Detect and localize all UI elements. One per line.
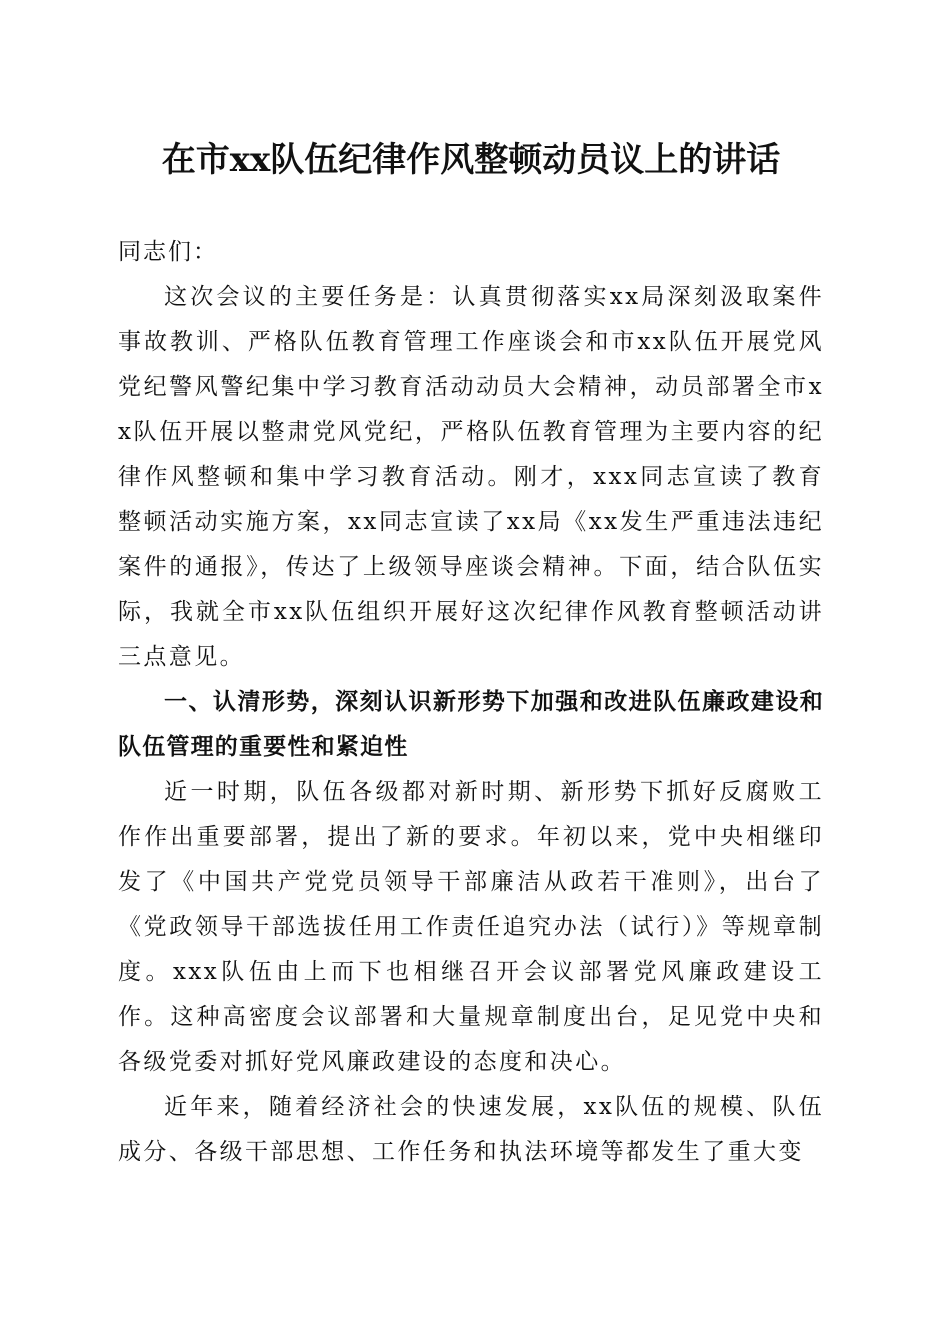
greeting: 同志们：	[118, 239, 218, 265]
section-heading: 一、认清形势，深刻认识新形势下加强和改进队伍廉政建设和队伍管理的重要性和紧迫性	[118, 689, 824, 760]
paragraph-section-1: 近一时期，队伍各级都对新时期、新形势下抓好反腐败工作作出重要部署，提出了新的要求。年初以来，党中央相继印发了《中国共产党党员领导干部廉洁从政若干准则》，出台了《党政领导干部选拔任用工作责任追究办法（试行）》等规章制度。xxx队伍由上而下也相继召开会议部署党风廉政建设工作。这种高密度会议部署和大量规章制度出台，足见党中央和各级党委对抓好党风廉政建设的态度和决心。	[118, 779, 824, 1075]
document-title: 在市xx队伍纪律作风整顿动员议上的讲话	[161, 140, 781, 180]
paragraph-intro: 这次会议的主要任务是：认真贯彻落实xx局深刻汲取案件事故教训、严格队伍教育管理工作座谈会和市xx队伍开展党风党纪警风警纪集中学习教育活动动员大会精神，动员部署全市xx队伍开展以整肃党风党纪，严格队伍教育管理为主要内容的纪律作风整顿和集中学习教育活动。刚才，xxx同志宣读了教育整顿活动实施方案，xx同志宣读了xx局《xx发生严重违法违纪案件的通报》，传达了上级领导座谈会精神。下面，结合队伍实际，我就全市xx队伍组织开展好这次纪律作风教育整顿活动讲三点意见。	[118, 284, 824, 670]
paragraph-section-2: 近年来，随着经济社会的快速发展，xx队伍的规模、队伍成分、各级干部思想、工作任务和执法环境等都发生了重大变	[118, 1094, 824, 1165]
document-body	[118, 230, 824, 1175]
